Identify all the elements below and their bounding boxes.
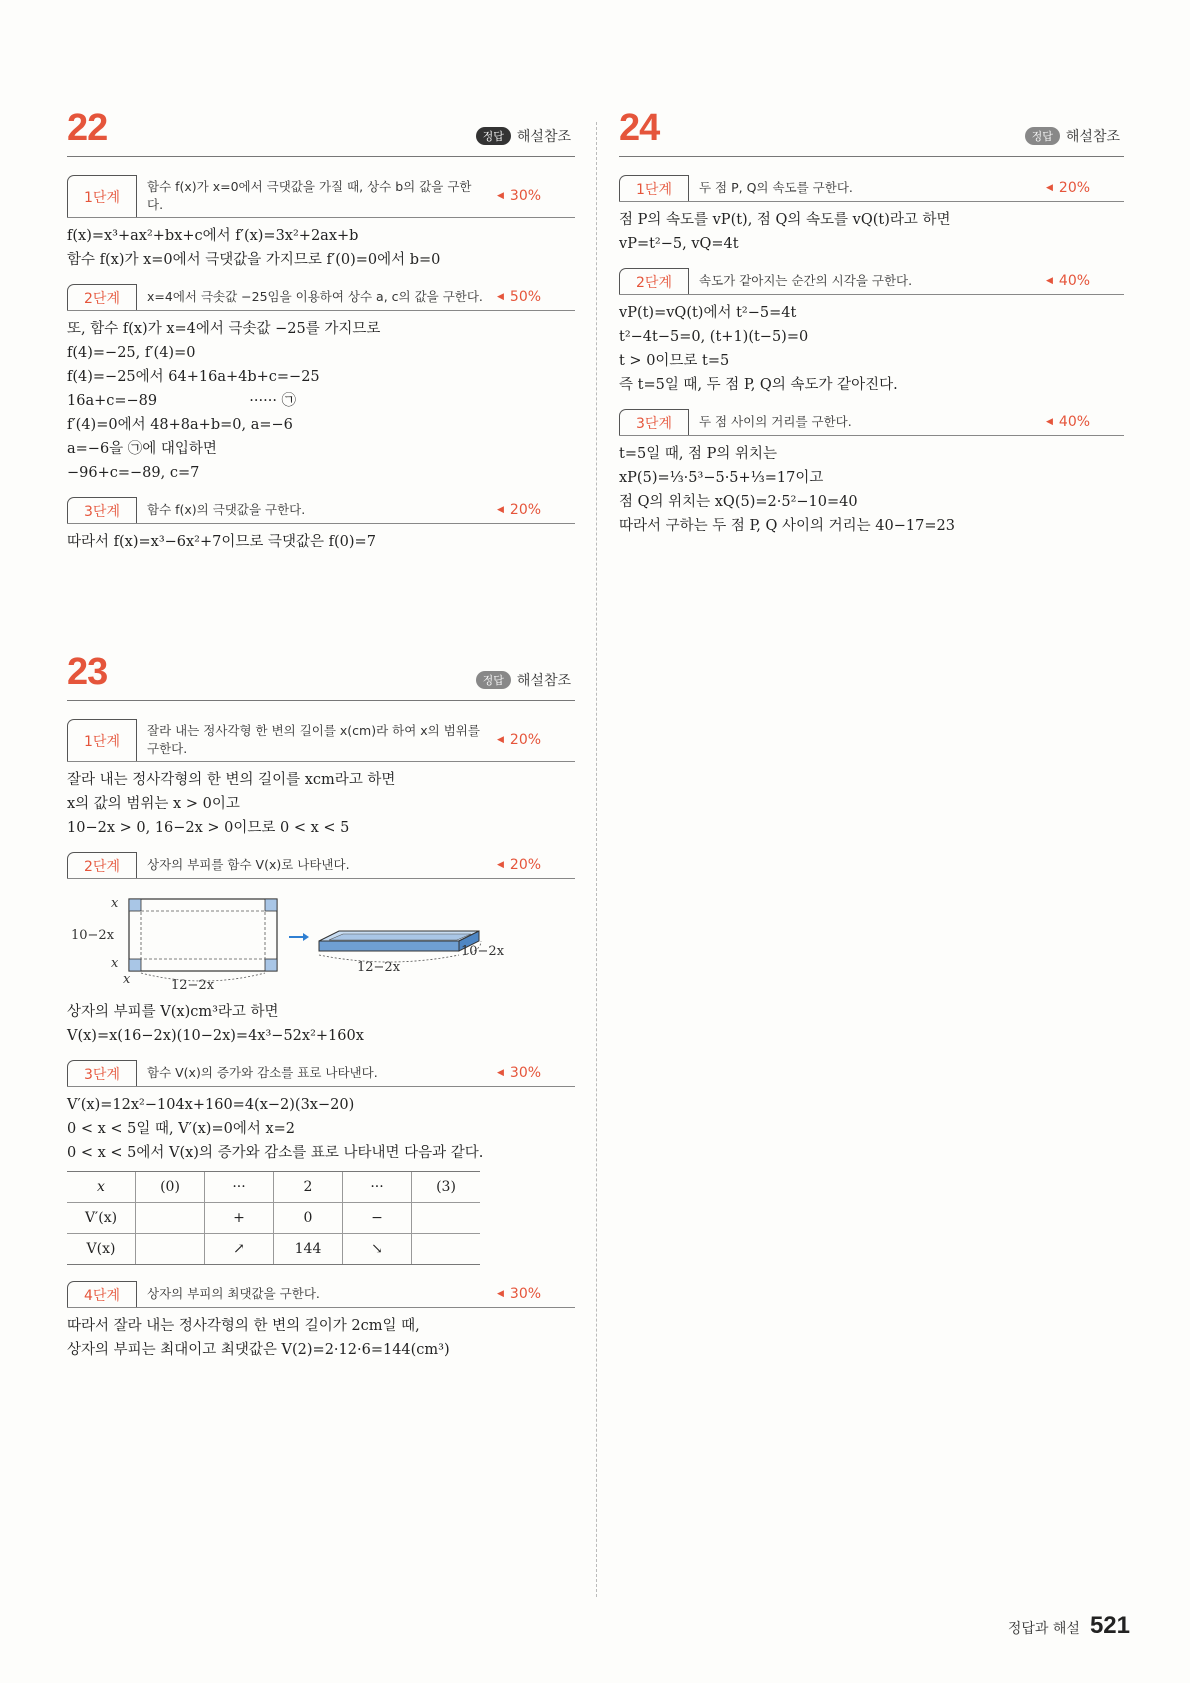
- step-label: 1단계: [619, 175, 689, 201]
- table-cell: +: [205, 1203, 274, 1234]
- table-cell: (0): [136, 1172, 205, 1203]
- solution-line: 0 < x < 5일 때, V′(x)=0에서 x=2: [67, 1121, 296, 1138]
- step-4: [67, 1281, 575, 1308]
- answer-tag: [476, 126, 571, 146]
- table-cell: [412, 1234, 481, 1265]
- solution-line: t²−4t−5=0, (t+1)(t−5)=0: [619, 329, 809, 345]
- step-label: 2단계: [67, 852, 137, 878]
- corner-square: [265, 959, 277, 971]
- table-row: [67, 1172, 480, 1203]
- triangle-left-icon: ◀: [497, 505, 504, 516]
- solution-line: 상자의 부피는 최대이고 최댓값은 V(2)=2·12·6=144(cm³): [67, 1342, 450, 1359]
- page-footer: [1008, 1612, 1130, 1640]
- step-2: [67, 284, 575, 311]
- step-percentage: ◀ 50%: [497, 289, 542, 306]
- solution-line: vP=t²−5, vQ=4t: [619, 236, 739, 252]
- table-cell: V′(x): [67, 1203, 136, 1234]
- step-description: 함수 f(x)의 극댓값을 구한다.: [147, 502, 306, 518]
- step-3: [619, 409, 1124, 436]
- step-label: 2단계: [67, 284, 137, 310]
- answer-badge: 정답: [1025, 127, 1060, 145]
- step-description: 상자의 부피의 최댓값을 구한다.: [147, 1286, 320, 1302]
- triangle-left-icon: ◀: [1046, 417, 1053, 427]
- solution-line: 따라서 f(x)=x³−6x²+7이므로 극댓값은 f(0)=7: [67, 534, 376, 551]
- solution-line: 상자의 부피를 V(x)cm³라고 하면: [67, 1004, 279, 1021]
- step-percentage: ◀ 30%: [497, 1065, 542, 1082]
- problem-header: [67, 651, 575, 701]
- triangle-left-icon: ◀: [497, 1289, 504, 1300]
- page-number: 521: [1089, 1612, 1130, 1639]
- table-row: [67, 1234, 480, 1265]
- triangle-left-icon: ◀: [497, 292, 504, 303]
- table-cell: [412, 1203, 481, 1234]
- box-bottom-label: 12−2x: [357, 960, 401, 976]
- step-label: 1단계: [67, 175, 137, 217]
- solution-lines: [67, 1000, 575, 1048]
- step-1: [67, 175, 575, 218]
- corner-square: [129, 959, 141, 971]
- solution-line: 따라서 잘라 내는 정사각형의 한 변의 길이가 2cm일 때,: [67, 1318, 420, 1335]
- problem-header: [67, 107, 575, 157]
- solution-line: vP(t)=vQ(t)에서 t²−5=4t: [619, 305, 797, 321]
- table-cell: [136, 1234, 205, 1265]
- solution-line: t > 0이므로 t=5: [619, 353, 730, 369]
- footer-title: 정답과 해설: [1007, 1621, 1080, 1637]
- box-net-figure: [67, 889, 575, 994]
- step-2: [67, 852, 575, 879]
- solution-line: f(4)=−25, f′(4)=0: [67, 345, 196, 362]
- step-description: 속도가 같아지는 순간의 시각을 구한다.: [699, 272, 913, 288]
- solution-lines: [67, 317, 575, 485]
- bottom-label: 12−2x: [171, 978, 215, 994]
- answer-badge: 정답: [476, 671, 511, 689]
- x-label: x: [123, 972, 131, 988]
- corner-square: [129, 899, 141, 911]
- solution-line: 또, 함수 f(x)가 x=4에서 극솟값 −25를 가지므로: [67, 321, 381, 338]
- solution-line: t=5일 때, 점 P의 위치는: [619, 446, 778, 462]
- triangle-left-icon: ◀: [1046, 276, 1053, 286]
- box-side-label: 10−2x: [461, 944, 505, 960]
- problem-number: 22: [67, 107, 108, 149]
- answer-text: 해설참조: [1065, 129, 1120, 145]
- step-3: [67, 1060, 575, 1087]
- step-description: x=4에서 극솟값 −25임을 이용하여 상수 a, c의 값을 구한다.: [147, 289, 483, 305]
- step-label: 4단계: [67, 1281, 137, 1307]
- variation-table: [67, 1171, 480, 1265]
- step-1: [619, 175, 1124, 202]
- solution-lines: [619, 442, 1124, 538]
- solution-line: a=−6을 ㉠에 대입하면: [67, 441, 217, 458]
- table-cell: x: [67, 1172, 136, 1203]
- table-cell: ↘: [343, 1234, 412, 1265]
- solution-lines: [67, 1093, 575, 1165]
- solution-line: 점 Q의 위치는 xQ(5)=2·5²−10=40: [619, 494, 858, 510]
- step-percentage: ◀ 40%: [1046, 414, 1091, 430]
- solution-line: f(4)=−25에서 64+16a+4b+c=−25: [67, 369, 320, 386]
- table-cell: −: [343, 1203, 412, 1234]
- solution-line: 10−2x > 0, 16−2x > 0이므로 0 < x < 5: [67, 820, 350, 837]
- solution-line: 따라서 구하는 두 점 P, Q 사이의 거리는 40−17=23: [619, 518, 955, 534]
- table-cell: 144: [274, 1234, 343, 1265]
- triangle-left-icon: ◀: [1046, 183, 1053, 193]
- solution-line: 점 P의 속도를 vP(t), 점 Q의 속도를 vQ(t)라고 하면: [619, 212, 951, 228]
- step-3: [67, 497, 575, 524]
- solution-line: x의 값의 범위는 x > 0이고: [67, 796, 240, 813]
- step-description: 함수 V(x)의 증가와 감소를 표로 나타낸다.: [147, 1065, 378, 1081]
- sheet-outline: [129, 899, 277, 971]
- solution-line: f(x)=x³+ax²+bx+c에서 f′(x)=3x²+2ax+b: [67, 228, 359, 245]
- solution-line: V(x)=x(16−2x)(10−2x)=4x³−52x²+160x: [67, 1028, 364, 1045]
- table-row: [67, 1203, 480, 1234]
- arrow-right-icon: [303, 933, 309, 941]
- step-1: [67, 719, 575, 762]
- solution-line: xP(5)=⅓·5³−5·5+⅓=17이고: [619, 470, 824, 486]
- step-percentage: ◀ 30%: [497, 1286, 542, 1303]
- step-percentage: ◀ 20%: [497, 732, 542, 749]
- table-cell: V(x): [67, 1234, 136, 1265]
- x-label: x: [111, 896, 119, 912]
- solution-lines: [67, 768, 575, 840]
- left-label: 10−2x: [71, 928, 115, 944]
- answer-text: 해설참조: [516, 673, 571, 689]
- triangle-left-icon: ◀: [497, 735, 504, 746]
- triangle-left-icon: ◀: [497, 1068, 504, 1079]
- solution-lines: [619, 208, 1124, 256]
- solution-line: f′(4)=0에서 48+8a+b=0, a=−6: [67, 417, 293, 434]
- step-percentage: ◀ 30%: [497, 188, 542, 205]
- problem-number: 23: [67, 651, 108, 693]
- answer-badge: 정답: [476, 127, 511, 145]
- problem-22: [67, 107, 575, 554]
- step-label: 2단계: [619, 268, 689, 294]
- table-cell: 2: [274, 1172, 343, 1203]
- solution-line: V′(x)=12x²−104x+160=4(x−2)(3x−20): [67, 1097, 355, 1114]
- x-label: x: [111, 956, 119, 972]
- table-cell: 0: [274, 1203, 343, 1234]
- table-cell: ↗: [205, 1234, 274, 1265]
- solution-lines: [67, 224, 575, 272]
- answer-tag: [476, 670, 571, 690]
- triangle-left-icon: ◀: [497, 860, 504, 871]
- fold-lines: [141, 911, 265, 959]
- table-cell: ···: [205, 1172, 274, 1203]
- step-percentage: ◀ 20%: [497, 502, 542, 519]
- solution-line: 16a+c=−89 ······ ㉠: [67, 393, 297, 410]
- triangle-left-icon: ◀: [497, 191, 504, 202]
- solution-lines: [67, 1314, 575, 1362]
- corner-square: [265, 899, 277, 911]
- problem-header: [619, 107, 1124, 157]
- step-description: 두 점 P, Q의 속도를 구한다.: [699, 179, 853, 195]
- column-divider: [596, 122, 597, 1597]
- solution-lines: [619, 301, 1124, 397]
- step-percentage: ◀ 40%: [1046, 273, 1091, 289]
- solution-line: 함수 f(x)가 x=0에서 극댓값을 가지므로 f′(0)=0에서 b=0: [67, 252, 441, 269]
- solution-lines: [67, 530, 575, 554]
- step-description: 상자의 부피를 함수 V(x)로 나타낸다.: [147, 857, 350, 873]
- step-label: 3단계: [67, 497, 137, 523]
- problem-23: [67, 651, 575, 1362]
- answer-text: 해설참조: [516, 129, 571, 145]
- solution-line: −96+c=−89, c=7: [67, 465, 200, 482]
- answer-tag: [1025, 126, 1120, 146]
- step-percentage: ◀ 20%: [497, 857, 542, 874]
- solution-line: 0 < x < 5에서 V(x)의 증가와 감소를 표로 나타내면 다음과 같다.: [67, 1145, 484, 1162]
- solution-line: 잘라 내는 정사각형의 한 변의 길이를 xcm라고 하면: [67, 772, 396, 789]
- step-2: [619, 268, 1124, 295]
- box-net-diagram: [67, 889, 567, 994]
- problem-24: [619, 107, 1124, 538]
- step-label: 1단계: [67, 719, 137, 761]
- step-description: 함수 f(x)가 x=0에서 극댓값을 가질 때, 상수 b의 값을 구한다.: [147, 179, 472, 213]
- step-description: 두 점 사이의 거리를 구한다.: [699, 413, 852, 429]
- table-cell: (3): [412, 1172, 481, 1203]
- table-cell: [136, 1203, 205, 1234]
- solution-line: 즉 t=5일 때, 두 점 P, Q의 속도가 같아진다.: [619, 377, 898, 393]
- table-cell: ···: [343, 1172, 412, 1203]
- step-label: 3단계: [67, 1060, 137, 1086]
- step-label: 3단계: [619, 409, 689, 435]
- problem-number: 24: [619, 107, 660, 149]
- step-percentage: ◀ 20%: [1046, 180, 1091, 196]
- step-description: 잘라 내는 정사각형 한 변의 길이를 x(cm)라 하여 x의 범위를 구한다.: [147, 723, 480, 757]
